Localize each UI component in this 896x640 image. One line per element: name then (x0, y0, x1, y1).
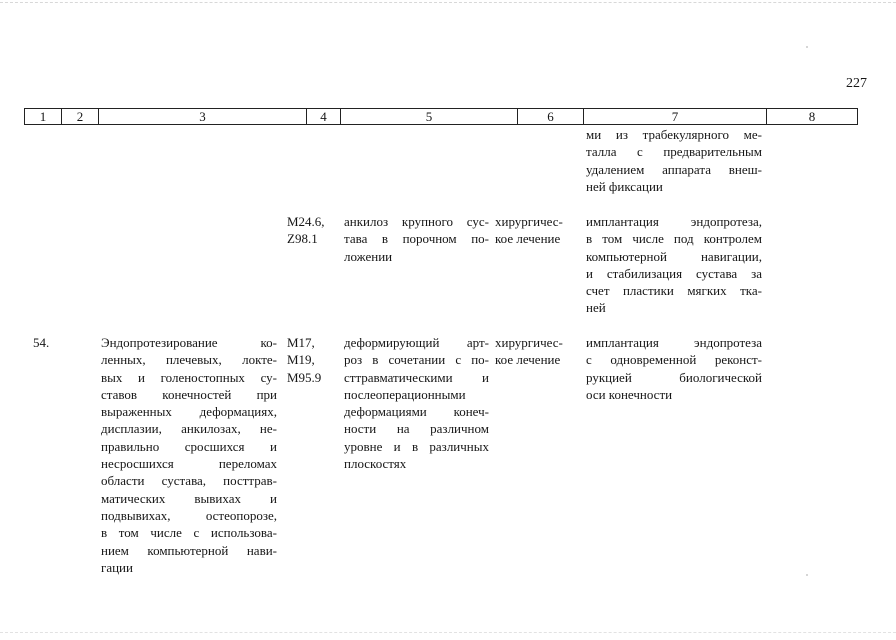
column-number-2: 2 (62, 109, 99, 124)
icd-codes: M24.6, Z98.1 (287, 214, 325, 247)
column-number-8: 8 (808, 109, 816, 124)
column-number-7: 7 (584, 109, 767, 124)
table-header-row (24, 108, 858, 125)
scan-speck (806, 46, 808, 48)
treatment-method: имплантация эндопротеза, в том числе под контролем компьютерной навигации, и стабилизация сустава за счет пластики мягких тка- ней (586, 214, 762, 316)
treatment-type: хирургичес- кое лечение (495, 214, 563, 247)
icd-codes: M17, M19, M95.9 (287, 335, 322, 385)
patient-model: анкилоз крупного сус- тава в порочном по- ложении (344, 214, 489, 264)
patient-model: деформирующий арт- роз в сочетании с по- сттравматическими и послеоперационными деформациями конеч- ности на различном уровне и в различных плоскостях (344, 335, 489, 472)
row-continuation-method: ми из трабекулярного ме- талла с предварительным удалением аппарата внеш- ней фиксации (586, 127, 762, 194)
column-number-5: 5 (341, 109, 518, 124)
treatment-type: хирургичес- кое лечение (495, 335, 563, 368)
scan-artifact-bottom (0, 632, 896, 633)
page-number: 227 (846, 76, 867, 91)
scan-speck (806, 574, 808, 576)
column-number-6: 6 (518, 109, 584, 124)
column-number-1: 1 (25, 109, 62, 124)
row-number: 54. (33, 335, 50, 350)
column-number-3: 3 (99, 109, 307, 124)
column-number-4: 4 (307, 109, 341, 124)
treatment-method: имплантация эндопротеза с одновременной реконст- рукцией биологической оси конечности (586, 335, 762, 402)
scan-artifact-top (0, 2, 896, 3)
care-type: Эндопротезирование ко- ленных, плечевых, локте- вых и голеностопных су- ставов конечностей при выраженных деформациях, дисплазии, анкилозах, не- правильно сросшихся и несросшихся переломах области сустава, посттрав- матических вывихах и подвывихах, остеопорозе, в том числе с использова- нием компьютерной нави- гации (101, 335, 277, 575)
